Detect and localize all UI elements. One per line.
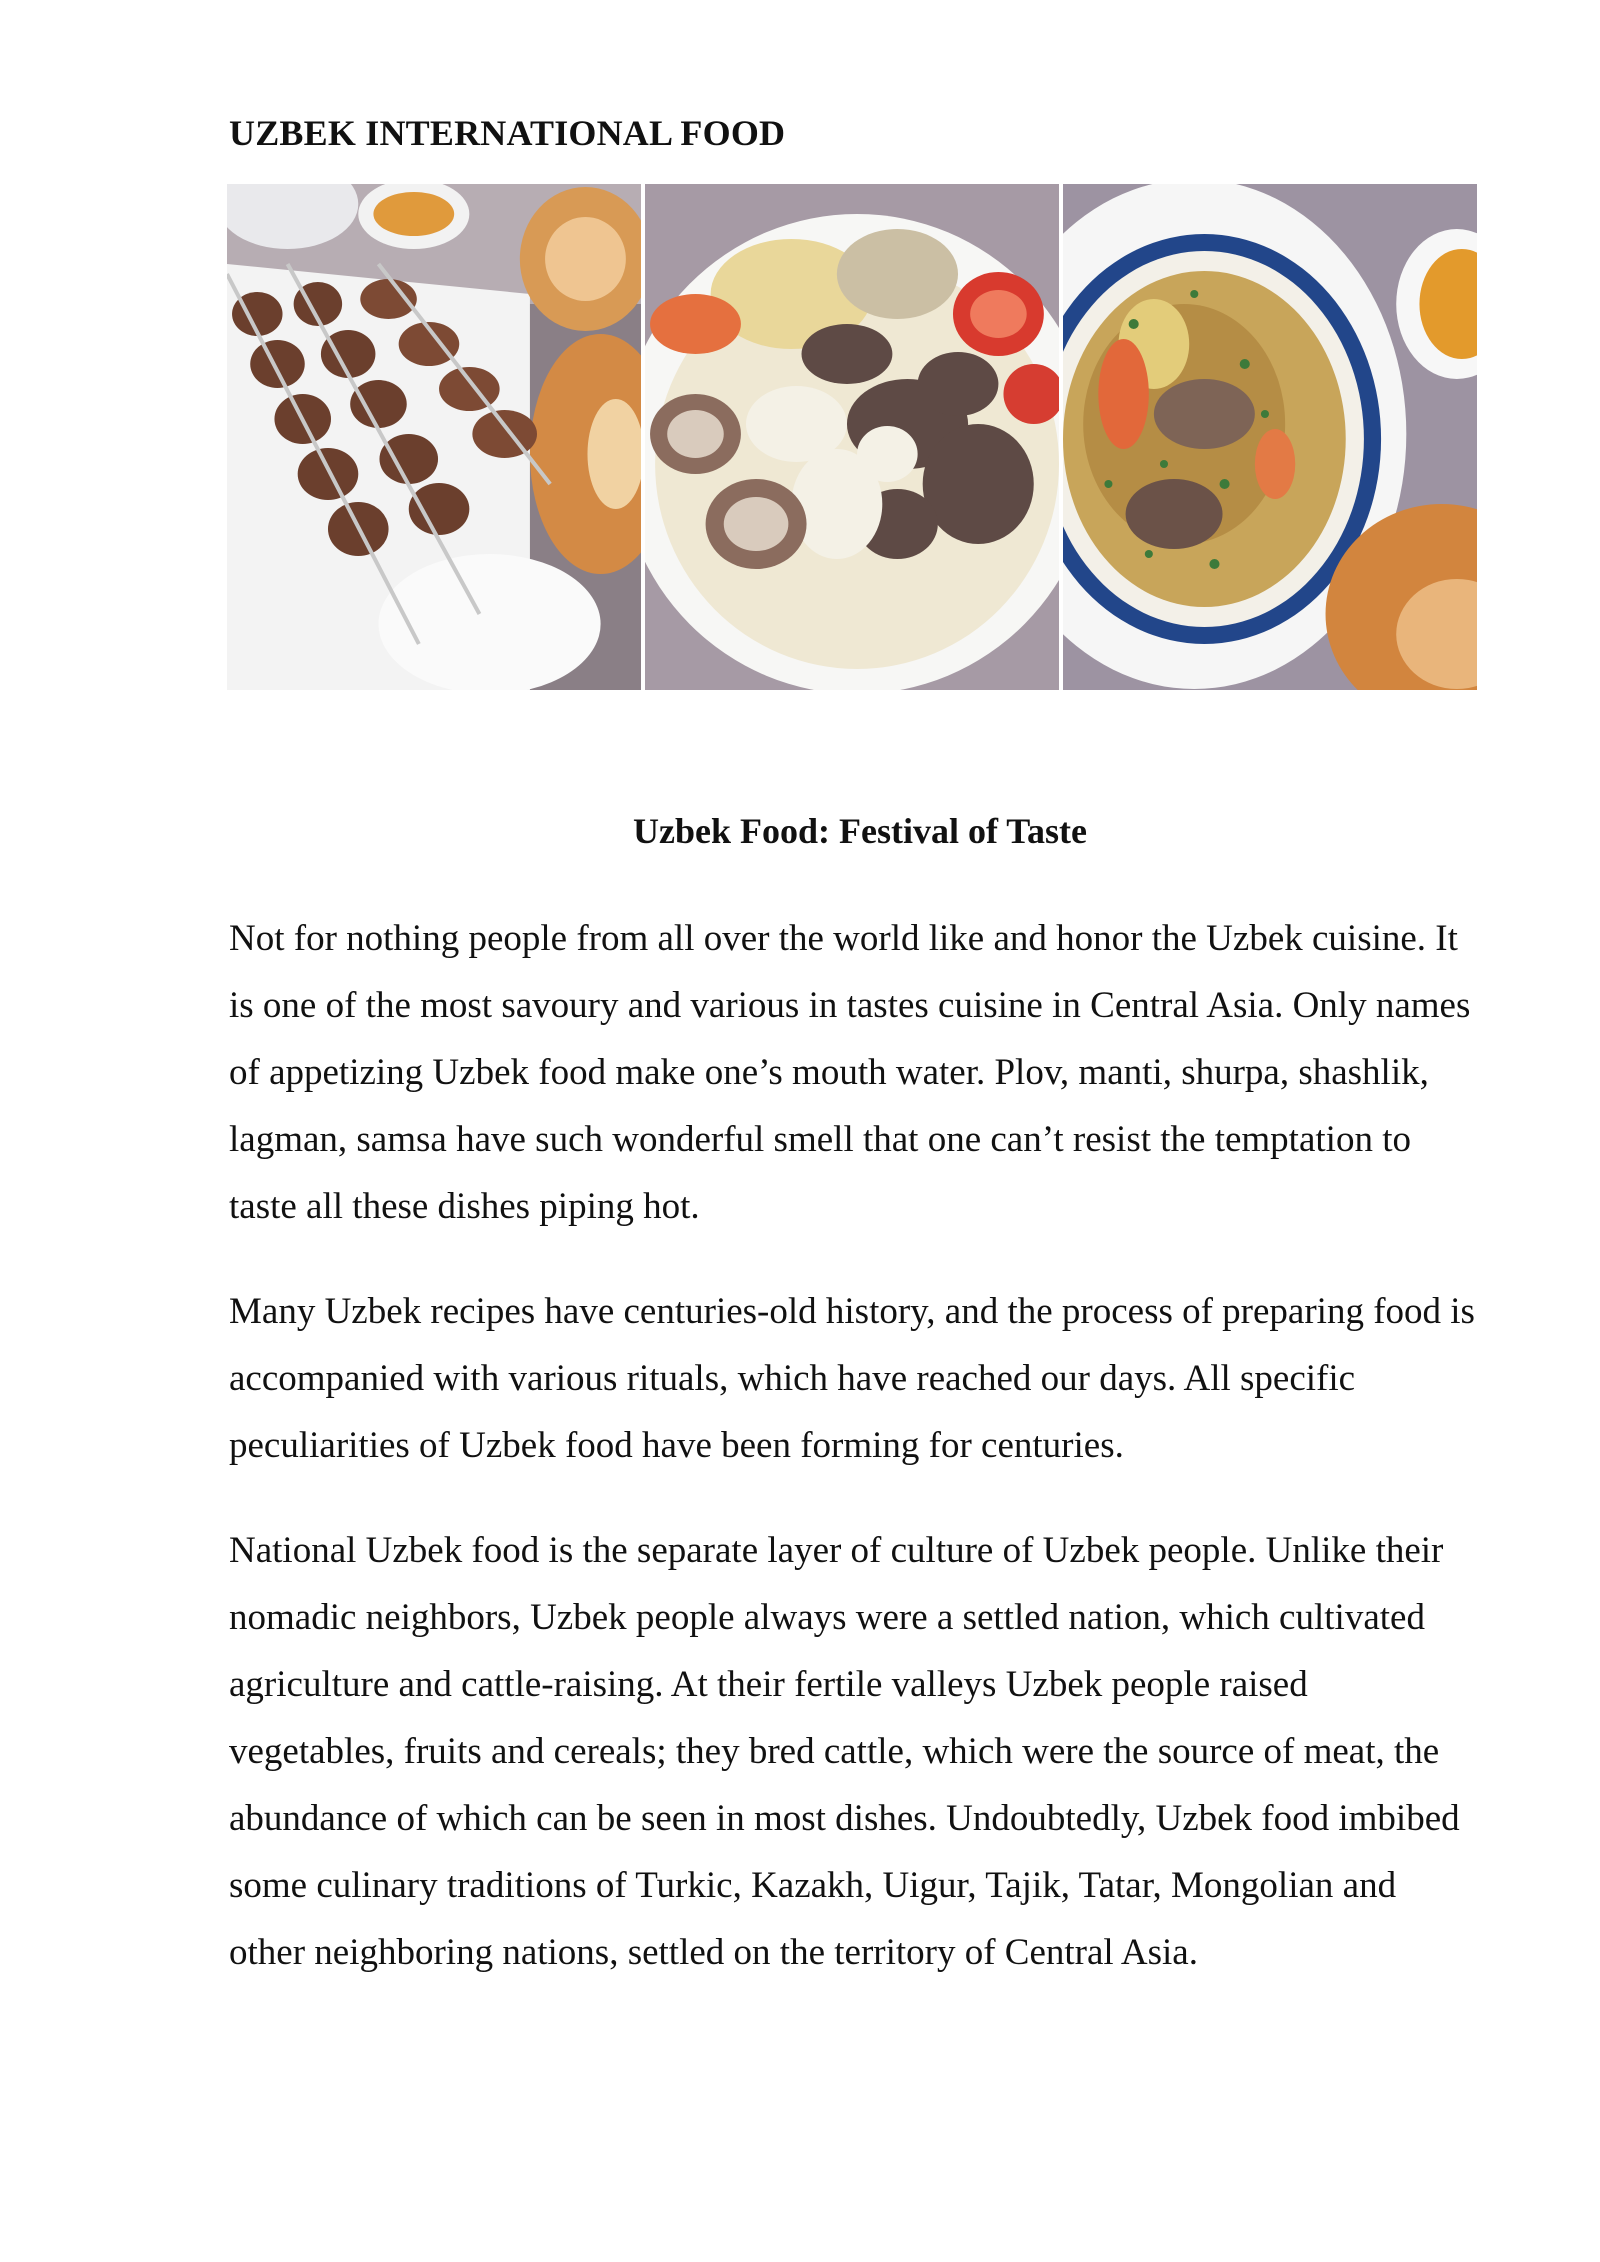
paragraph-1: Not for nothing people from all over the world like and honor the Uzbek cuisine. It is one of the most savoury and various in tastes cuisine in Central Asia. Only names of appetizing Uzbek food make one’s mouth water. Plov, manti, shurpa, shashlik, lagman, samsa have such wonderful smell that one can’t resist the temptation to taste all these dishes piping hot. — [229, 918, 1471, 1227]
paragraph-3: National Uzbek food is the separate layer of culture of Uzbek people. Unlike their nomadic neighbors, Uzbek people always were a settled nation, which cultivated agriculture and cattle-raising. At their fertile valleys Uzbek people raised vegetables, fruits and cereals; they bred cattle, which were the source of meat, the abundance of which can be seen in most dishes. Undoubtedly, Uzbek food imbibed some culinary traditions of Turkic, Kazakh, Uigur, Tajik, Tatar, Mongolian and other neighboring nations, settled on the territory of Central Asia. — [229, 1530, 1460, 1973]
article-body — [229, 905, 1479, 2024]
shurpa-photo — [1063, 184, 1477, 690]
naryn-photo — [645, 184, 1059, 690]
article-title: Uzbek Food: Festival of Taste — [633, 811, 1087, 851]
page-header: UZBEK INTERNATIONAL FOOD — [229, 113, 786, 153]
paragraph-2: Many Uzbek recipes have centuries-old history, and the process of preparing food is accompanied with various rituals, which have reached our days. All specific peculiarities of Uzbek food have been forming for centuries. — [229, 1291, 1475, 1466]
food-photo-strip — [227, 184, 1477, 690]
shashlik-photo — [227, 184, 641, 690]
